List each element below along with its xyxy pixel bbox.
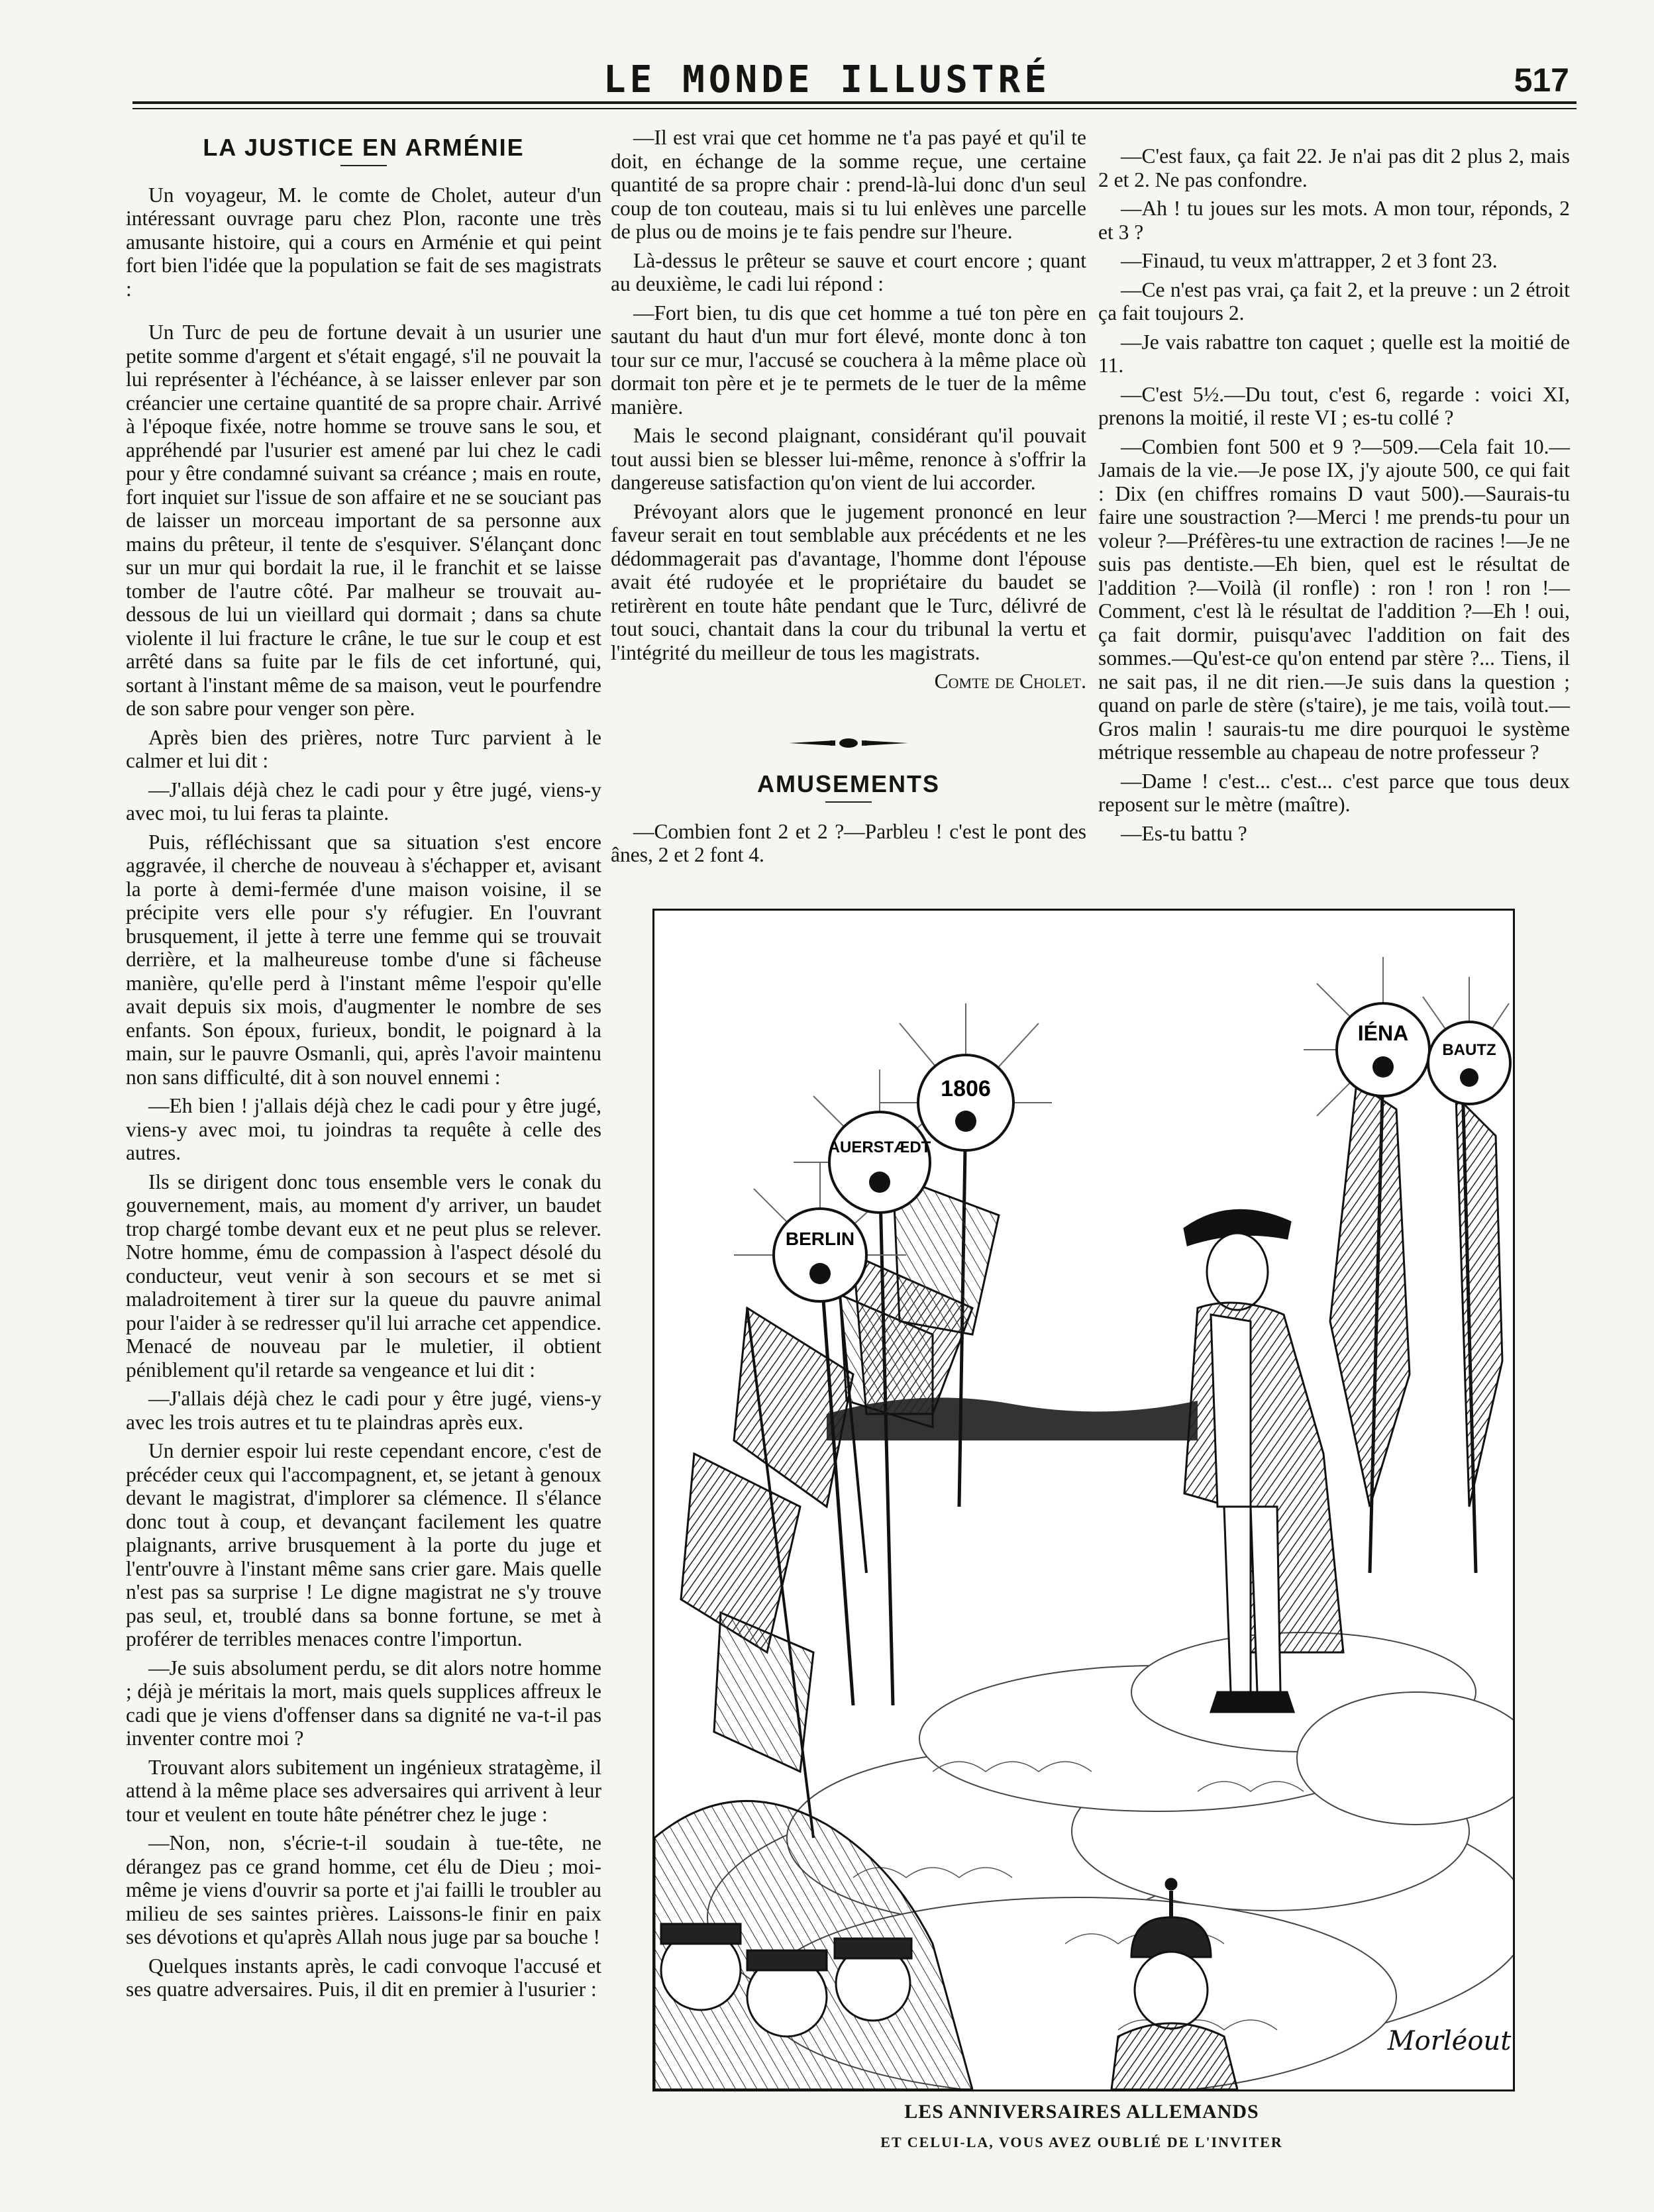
paragraph: Puis, réfléchissant que sa situation s'est encore aggravée, il cherche de nouveau à s'échapper et, avisant la porte à demi-fermée d'une maison voisine, il se précipite vers elle pour s'y réfugier. En l'ouvrant brusquement, il jette à terre une femme qui se trouvait derrière, et la malheureuse tombe d'une si fâcheuse manière, qu'elle perd à l'instant même l'espoir qu'elle avait depuis six mois, d'augmenter le nombre de ses enfants. Son époux, furieux, bondit, le poignard à la main, sur le pauvre Osmanli, qui, après l'avoir maintenu non sans difficulté, dit à son nouvel ennemi : [126,830,601,1089]
paragraph: —Je vais rabattre ton caquet ; quelle est la moitié de 11. [1098,330,1570,377]
paragraph: —Finaud, tu veux m'attrapper, 2 et 3 font 23. [1121,249,1498,272]
paragraph: Trouvant alors subitement un ingénieux stratagème, il attend à la même place ses adversaires qui arrivent à leur tour et veulent en toute hâte pénétrer chez le juge : [126,1755,601,1826]
masthead-title: LE MONDE ILLUSTRÉ [603,58,1051,101]
paragraph: Quelques instants après, le cadi convoque l'accusé et ses quatre adversaires. Puis, il dit en premier à l'usurier : [126,1954,601,2001]
paragraph: —Je suis absolument perdu, se dit alors notre homme ; déjà je méritais la mort, mais quels supplices affreux le cadi que je viens d'offenser dans sa dignité ne va-t-il pas inventer contre moi ? [126,1656,601,1750]
paragraph: —Ah ! tu joues sur les mots. A mon tour, réponds, 2 et 3 ? [1098,197,1570,244]
section-ornament [611,730,1086,754]
title-divider [340,165,387,166]
medallion-label-1806: 1806 [941,1076,991,1101]
napoleon-figure [1184,1210,1343,1712]
paragraph: —J'allais déjà chez le cadi pour y être jugé, viens-y avec les trois autres et tu te plaindras après eux. [126,1387,601,1434]
paragraph: —Non, non, s'écrie-t-il soudain à tue-tête, ne dérangez pas ce grand homme, cet élu de Dieu ; moi-même je viens d'ouvrir sa porte et j'ai failli le troubler au milieu de ses saintes prières. Laissons-le finir en paix ses dévotions et qu'après Allah nous juge par sa bouche ! [126,1831,601,1948]
paragraph: —Dame ! c'est... c'est... c'est parce que tous deux reposent sur le mètre (maître). [1098,769,1570,816]
paragraph: —Ce n'est pas vrai, ça fait 2, et la preuve : un 2 étroit ça fait toujours 2. [1098,277,1570,325]
paragraph: —C'est 5½.—Du tout, c'est 6, regarde : voici XI, prenons la moitié, il reste VI ; es-tu collé ? [1098,382,1570,429]
paragraph: —Combien font 500 et 9 ?—509.—Cela fait 10.—Jamais de la vie.—Je pose IX, j'y ajoute 500, ce qui fait : Dix (en chiffres romains D vaut 500).—Saurais-tu faire une soustraction ?—Merci ! me prends-tu pour un voleur ?—Préfères-tu une extraction de racines !—Je ne suis pas dentiste.—Eh bien, quel est le résultat de l'addition ?—Voilà (il ronfle) : ron ! ron ! ron !—Comment, c'est là le résultat de l'addition ?—Eh ! oui, ça fait dormir, puisqu'avec l'addition on fait des sommes.—Qu'est-ce qu'on entend par stère ?... Tiens, il ne sait pas, il ne dit rien.—Je suis dans la question ; quand on parle de stère (s'taire), je me tais, voilà tout.—Gros malin ! saurais-tu me dire pourquoi le système métrique ressemble au chapeau de notre professeur ? [1098,434,1570,764]
paragraph: —Combien font 2 et 2 ?—Parbleu ! c'est le pont des ânes, 2 et 2 font 4. [611,819,1086,866]
paragraph: —Eh bien ! j'allais déjà chez le cadi pour y être jugé, viens-y avec moi, tu joindras ta requête à celle des autres. [126,1094,601,1164]
paragraph: Un Turc de peu de fortune devait à un usurier une petite somme d'argent et s'était engagé, s'il ne pouvait la lui représenter à l'échéance, à se laisser enlever par son créancier une certaine quantité de sa propre chair. Arrivé à l'époque fixée, notre homme se trouve sans le sou, et appréhendé par l'usurier est amené par lui chez le cadi pour y être condamné suivant sa créance ; mais en route, fort inquiet sur l'issue de son affaire et ne se souciant pas de laisser un morceau important de sa personne aux mains du prêteur, il tente de s'esquiver. S'élançant donc sur un mur qui bordait la rue, il le franchit et se laisse tomber de l'autre côté. Par malheur se trouvait au-dessous de lui un vieillard qui dormait ; dans sa chute violente il lui fracture le crâne, le tue sur le coup et est arrêté dans sa fuite par le fils de cet infortuné, qui, sortant à l'instant même de sa maison, veut le pourfendre de son sabre pour venger son père. [126,321,601,720]
paragraph: Après bien des prières, notre Turc parvient à le calmer et lui dit : [126,725,601,772]
paragraph: Prévoyant alors que le jugement prononcé en leur faveur serait en tout semblable aux précédents et ne les dédommagerait pas d'avantage, l'homme dont l'épouse avait été rudoyée et le propriétaire du baudet se retirèrent en toute hâte pendant que le Turc, délivré de tout souci, chantait dans la cour du tribunal la vertu et l'intégrité du meilleur de tous les magistrats. [611,499,1086,664]
article-title: AMUSEMENTS [756,770,940,797]
column-3 [1098,144,1570,850]
medallion-label-bautzen: BAUTZ [1442,1041,1496,1059]
paragraph: —Es-tu battu ? [1121,821,1247,845]
paragraph: —Fort bien, tu dis que cet homme a tué ton père en sautant du haut d'un mur fort élevé, monte donc à ton tour sur ce mur, l'accusé se couchera à la même place où dormait ton père et je te permets de le tuer de la même manière. [611,301,1086,419]
article-title: LA JUSTICE EN ARMÉNIE [203,134,525,161]
paragraph: Un voyageur, M. le comte de Cholet, auteur d'un intéressant ouvrage paru chez Plon, raconte une très amusante histoire, qui a cours en Arménie et qui peint fort bien l'idée que la population se fait de ses magistrats : [126,183,601,301]
header-rule-thin [132,108,1576,109]
illustration-caption-subtitle: ET CELUI-LA, VOUS AVEZ OUBLIÉ DE L'INVITER [880,2134,1283,2150]
illustration [652,909,1515,2091]
paragraph: Là-dessus le prêteur se sauve et court encore ; quant au deuxième, le cadi lui répond : [611,248,1086,295]
paragraph: Ils se dirigent donc tous ensemble vers le conak du gouvernement, mais, au moment d'y arriver, un baudet trop chargé tombe devant eux et ne peut plus se relever. Notre homme, ému de compassion à l'aspect désolé du conducteur, veut venir à son secours et se met si maladroitement à tirer sur la queue du pauvre animal pour l'aider à se redresser qu'il lui arrache cet appendice. Menacé de nouveau par le muletier, il obtient péniblement qu'il retarde sa vengeance et lui dit : [126,1170,601,1382]
medallion-label-iena: IÉNA [1357,1021,1409,1045]
page-number: 517 [1514,62,1569,99]
medallion-label-auerstaedt: AUERSTÆDT [828,1138,931,1156]
paragraph: —C'est faux, ça fait 22. Je n'ai pas dit 2 plus 2, mais 2 et 2. Ne pas confondre. [1098,144,1570,191]
illustration-caption-title: LES ANNIVERSAIRES ALLEMANDS [904,2101,1259,2123]
medallion-iena [1304,957,1429,1116]
medallion-label-berlin: BERLIN [785,1229,855,1249]
paragraph: —Il est vrai que cet homme ne t'a pas payé et qu'il te doit, en échange de la somme reçue, une certaine quantité de sa propre chair : prend-là-lui donc d'un seul coup de ton couteau, mais si tu lui enlèves une parcelle de plus ou de moins je te fais pendre sur l'heure. [611,126,1086,243]
column-2 [611,126,1086,872]
artist-signature: Morléout [1387,2026,1512,2056]
column-1 [126,136,601,2007]
medallion-bautzen [1423,977,1510,1104]
paragraph: —J'allais déjà chez le cadi pour y être jugé, viens-y avec moi, tu lui feras ta plainte. [126,778,601,825]
paragraph: Un dernier espoir lui reste cependant encore, c'est de précéder ceux qui l'accompagnent, et, se jetant à genoux devant le magistrat, d'implorer sa clémence. Il s'élance donc tout à coup, et devançant facilement les quatre plaignants, arrive brusquement à la porte du juge et l'entr'ouvre à l'instant même sans crier gare. Mais quelle n'est pas sa surprise ! Le digne magistrat ne s'y trouve pas seul, et, troublé dans sa bonne fortune, se met à proférer de terribles menaces contre l'importun. [126,1439,601,1650]
paragraph: Mais le second plaignant, considérant qu'il pouvait tout aussi bien se blesser lui-même, renonce à s'offrir la dangereuse satisfaction qu'on vient de lui accorder. [611,424,1086,494]
title-divider [825,801,872,803]
article-signature: Comte de Cholet. [934,670,1086,693]
header-rule [132,101,1576,104]
